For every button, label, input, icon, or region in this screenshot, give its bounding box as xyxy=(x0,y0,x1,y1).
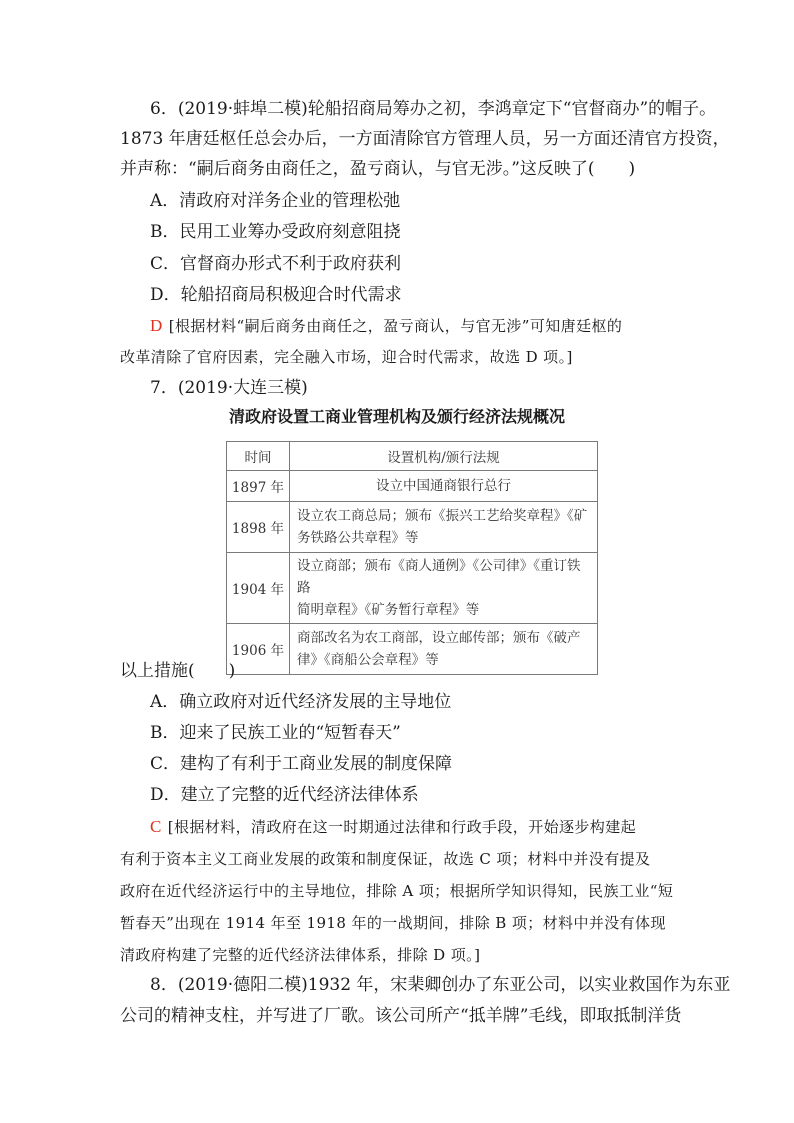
q6-explanation-2: 改革清除了官府因素，完全融入市场，迎合时代需求，故选 D 项。] xyxy=(120,348,573,366)
table-row xyxy=(227,502,598,553)
q6-explanation-1: [根据材料“嗣后商务由商任之，盈亏商认，与官无涉”可知唐廷枢的 xyxy=(168,317,623,335)
table-cell-line: 设立农工商总局；颁布《振兴工艺给奖章程》《矿 xyxy=(297,508,588,524)
q7-answer-letter: C xyxy=(150,817,162,836)
table-cell-year: 1906 年 xyxy=(227,624,290,675)
q8-stem-line-1: 8．(2019·德阳二模)1932 年，宋棐卿创办了东亚公司，以实业救国作为东亚 xyxy=(150,975,731,995)
q7-header: 7．(2019·大连三模) xyxy=(150,378,308,398)
q6-answer-line-1 xyxy=(150,314,622,338)
q6-option-a: A．清政府对洋务企业的管理松弛 xyxy=(150,191,401,211)
table-row xyxy=(227,553,598,624)
q7-explanation-5: 清政府构建了完整的近代经济法律体系，排除 D 项。] xyxy=(120,946,481,964)
table-row xyxy=(227,624,598,675)
q7-stem: 以上措施( ) xyxy=(120,661,236,681)
table-cell-line: 设立商部；颁布《商人通例》《公司律》《重订铁路 xyxy=(297,558,581,596)
q7-explanation-1: [根据材料，清政府在这一时期通过法律和行政手段，开始逐步构建起 xyxy=(167,818,637,836)
q6-option-b: B．民用工业筹办受政府刻意阻挠 xyxy=(150,222,401,242)
q7-explanation-2: 有利于资本主义工商业发展的政策和制度保证，故选 C 项；材料中并没有提及 xyxy=(120,850,651,868)
q7-option-d: D．建立了完整的近代经济法律体系 xyxy=(150,785,419,805)
q6-option-d: D．轮船招商局积极迎合时代需求 xyxy=(150,285,402,305)
table-row xyxy=(227,471,598,502)
table-cell-line: 律》《商船公会章程》等 xyxy=(297,652,439,668)
q7-answer-line-1 xyxy=(150,815,636,839)
q8-stem-line-2: 公司的精神支柱，并写进了厂歌。该公司所产“抵羊牌”毛线，即取抵制洋货 xyxy=(120,1006,682,1026)
table-cell-line: 设立中国通商银行总行 xyxy=(376,478,511,494)
q6-answer-letter: D xyxy=(150,316,163,335)
table-cell-line: 务铁路公共章程》等 xyxy=(297,530,419,546)
table-cell-line: 商部改名为农工商部，设立邮传部；颁布《破产 xyxy=(297,630,581,646)
table-header-measure: 设置机构/颁行法规 xyxy=(290,442,598,471)
table-cell-measure xyxy=(290,471,598,502)
q7-explanation-4: 暂春天”出现在 1914 年至 1918 年的一战期间，排除 B 项；材料中并没有体现 xyxy=(120,914,666,932)
q6-stem-line-3: 并声称：“嗣后商务由商任之，盈亏商认，与官无涉。”这反映了( ) xyxy=(120,159,636,179)
table-cell-year: 1904 年 xyxy=(227,553,290,624)
q6-stem-line-2: 1873 年唐廷枢任总会办后，一方面清除官方管理人员，另一方面还清官方投资， xyxy=(120,129,730,149)
table-cell-measure xyxy=(290,502,598,553)
q7-option-a: A．确立政府对近代经济发展的主导地位 xyxy=(150,692,452,712)
table-cell-measure xyxy=(290,553,598,624)
q7-explanation-3: 政府在近代经济运行中的主导地位，排除 A 项；根据所学知识得知，民族工业“短 xyxy=(120,882,674,900)
table-title: 清政府设置工商业管理机构及颁行经济法规概况 xyxy=(228,407,565,426)
table-cell-year: 1898 年 xyxy=(227,502,290,553)
policy-table xyxy=(226,441,598,675)
table-cell-measure xyxy=(290,624,598,675)
table-header-row xyxy=(227,442,598,471)
q7-option-b: B．迎来了民族工业的“短暂春天” xyxy=(150,723,401,743)
table-header-time: 时间 xyxy=(227,442,290,471)
table-cell-year: 1897 年 xyxy=(227,471,290,502)
q7-option-c: C．建构了有利于工商业发展的制度保障 xyxy=(150,754,453,774)
q6-option-c: C．官督商办形式不利于政府获利 xyxy=(150,254,402,274)
q6-stem-line-1: 6．(2019·蚌埠二模)轮船招商局筹办之初，李鸿章定下“官督商办”的帽子。 xyxy=(150,99,717,119)
table-cell-line: 简明章程》《矿务暂行章程》等 xyxy=(297,602,480,618)
